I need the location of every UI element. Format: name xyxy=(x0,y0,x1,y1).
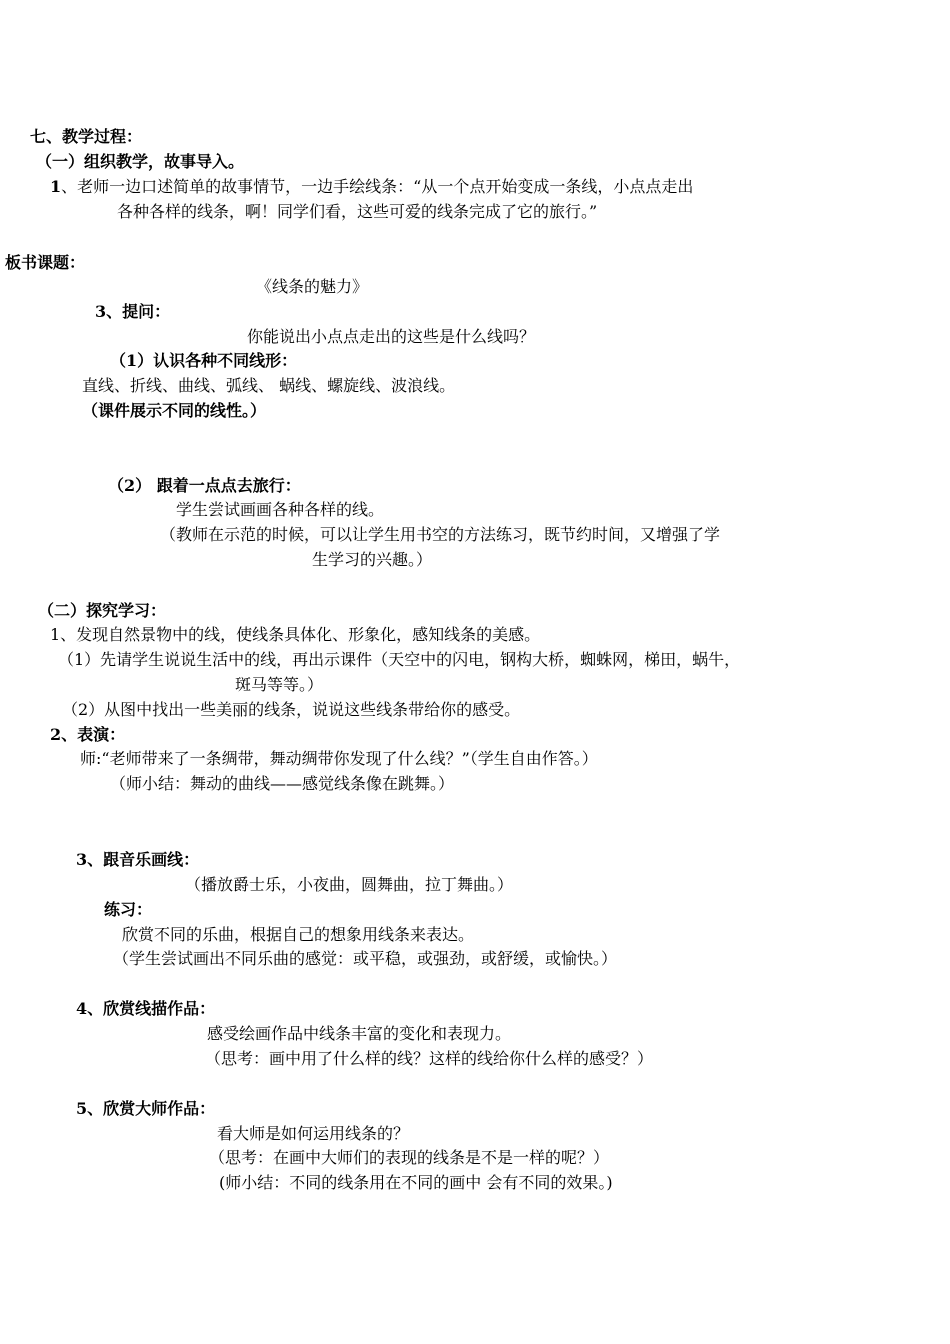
question-sub2-note-line2: 生学习的兴趣。） xyxy=(312,550,433,569)
part1-heading: （一）组织教学，故事导入。 xyxy=(36,152,245,171)
part2-item2-line2: （师小结：舞动的曲线——感觉线条像在跳舞。） xyxy=(110,774,455,793)
part2-item5-line1: 看大师是如何运用线条的？ xyxy=(217,1124,410,1143)
practice-line2: （学生尝试画出不同乐曲的感觉：或平稳，或强劲，或舒缓，或愉快。） xyxy=(113,949,618,968)
part2-item1-sub1-line1: （1）先请学生说说生活中的线，再出示课件（天空中的闪电，钢构大桥，蜘蛛网，梯田，蜗牛， xyxy=(58,650,741,669)
question-text: 你能说出小点点走出的这些是什么线吗？ xyxy=(247,327,536,346)
question-sub1-note: （课件展示不同的线性。） xyxy=(82,401,267,420)
practice-heading: 练习： xyxy=(104,900,153,919)
part1-item1-line2: 各种各样的线条，啊！同学们看，这些可爱的线条完成了它的旅行。” xyxy=(117,202,598,221)
part2-item5-line2: （思考：在画中大师们的表现的线条是不是一样的呢？） xyxy=(209,1148,610,1167)
part2-item4-line2: （思考：画中用了什么样的线？这样的线给你什么样的感受？） xyxy=(205,1049,654,1068)
part2-item2-heading: 2、表演： xyxy=(50,725,126,744)
part1-item1-number: 1 xyxy=(50,177,62,196)
question-sub2-heading: （2） 跟着一点点去旅行： xyxy=(108,476,301,495)
part2-item5-line3: (师小结：不同的线条用在不同的画中 会有不同的效果。) xyxy=(219,1173,613,1192)
part2-heading: （二）探究学习： xyxy=(38,601,167,620)
part2-item1-sub2: （2）从图中找出一些美丽的线条，说说这些线条带给你的感受。 xyxy=(62,700,521,719)
question-sub2-line: 学生尝试画画各种各样的线。 xyxy=(176,500,385,519)
part2-item2-line1: 师:“老师带来了一条绸带，舞动绸带你发现了什么线？”（学生自由作答。） xyxy=(80,749,598,768)
question-sub2-note-line1: （教师在示范的时候，可以让学生用书空的方法练习，既节约时间，又增强了学 xyxy=(160,525,721,544)
question-sub1-line: 直线、折线、曲线、弧线、 蜗线、螺旋线、波浪线。 xyxy=(82,376,456,395)
question-heading: 3、提问： xyxy=(95,302,171,321)
part2-item3-heading: 3、跟音乐画线： xyxy=(76,850,200,869)
part2-item4-heading: 4、欣赏线描作品： xyxy=(76,999,216,1018)
part1-item1-text: 、老师一边口述简单的故事情节，一边手绘线条：“从一个点开始变成一条线，小点点走出 xyxy=(61,177,694,196)
part2-item1-sub1-line2: 斑马等等。） xyxy=(235,675,324,694)
part1-item1-line1 xyxy=(50,177,693,197)
section-title: 七、教学过程： xyxy=(30,127,143,146)
part2-item4-line1: 感受绘画作品中线条丰富的变化和表现力。 xyxy=(207,1024,512,1043)
board-title: 《线条的魅力》 xyxy=(256,277,369,296)
part2-item5-heading: 5、欣赏大师作品： xyxy=(76,1099,216,1118)
practice-line1: 欣赏不同的乐曲，根据自己的想象用线条来表达。 xyxy=(122,925,475,944)
part2-item1: 1、发现自然景物中的线，使线条具体化、形象化，感知线条的美感。 xyxy=(50,625,541,644)
board-label: 板书课题： xyxy=(5,253,86,272)
question-sub1-heading: （1）认识各种不同线形： xyxy=(110,351,298,370)
part2-item3-line: （播放爵士乐，小夜曲，圆舞曲，拉丁舞曲。） xyxy=(185,875,514,894)
